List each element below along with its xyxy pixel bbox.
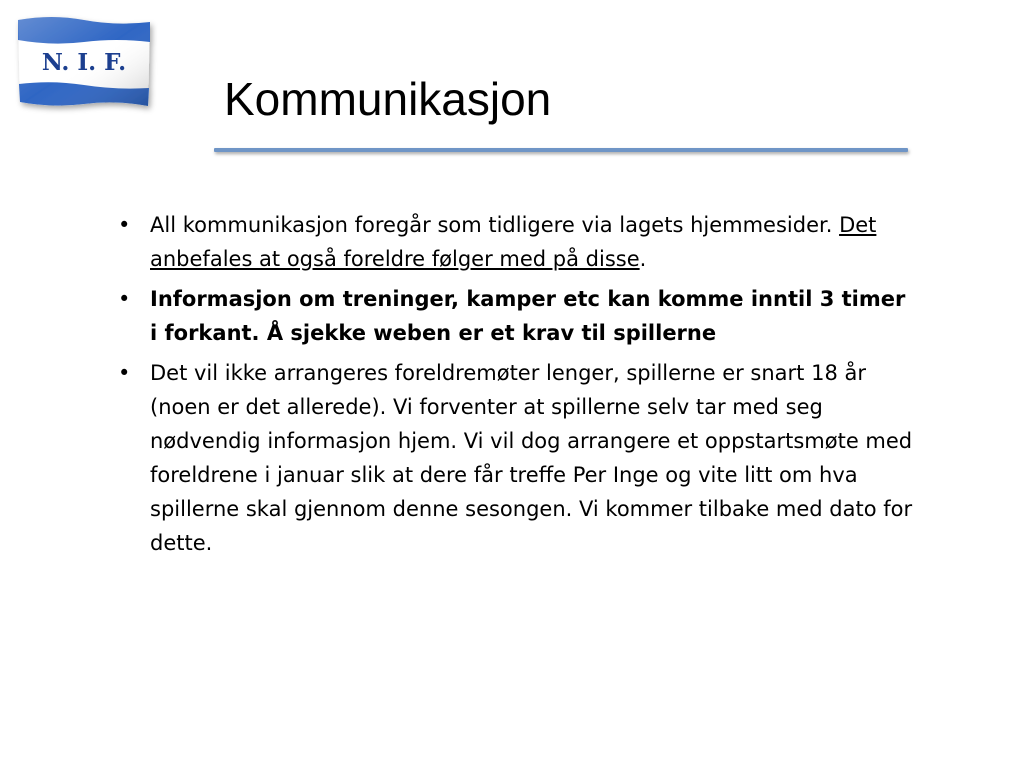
flag-icon <box>12 12 158 116</box>
slide-title: Kommunikasjon <box>224 73 552 125</box>
bullet-icon: • <box>118 287 131 311</box>
nif-flag-logo <box>12 12 158 116</box>
bullet-item <box>116 208 916 276</box>
bullet-item <box>116 282 916 350</box>
title-underline-divider <box>214 148 908 152</box>
bullet-icon: • <box>118 213 131 237</box>
bullet-tail: . <box>639 247 647 271</box>
bullet-bold-text: Informasjon om treninger, kamper etc kan komme inntil 3 timer i forkant. Å sjekke weben er et krav til spillerne <box>150 287 906 345</box>
bullet-item <box>116 356 916 560</box>
bullet-text: Det vil ikke arrangeres foreldremøter lenger, spillerne er snart 18 år (noen er det allerede). Vi forventer at spillerne selv tar med seg nødvendig informasjon hjem. Vi vil dog arrangere et oppstartsmøte med foreldrene i januar slik at dere får treffe Per Inge og vite litt om hva spillerne skal gjennom denne sesongen. Vi kommer tilbake med dato for dette. <box>150 361 913 555</box>
bullet-text: All kommunikasjon foregår som tidligere via lagets hjemmesider. <box>150 213 833 237</box>
logo-text: N. I. F. <box>41 49 127 76</box>
bullet-list <box>116 208 916 566</box>
bullet-link-text: Det anbefales at også foreldre følger med på disse <box>150 213 877 271</box>
bullet-icon: • <box>118 361 131 385</box>
